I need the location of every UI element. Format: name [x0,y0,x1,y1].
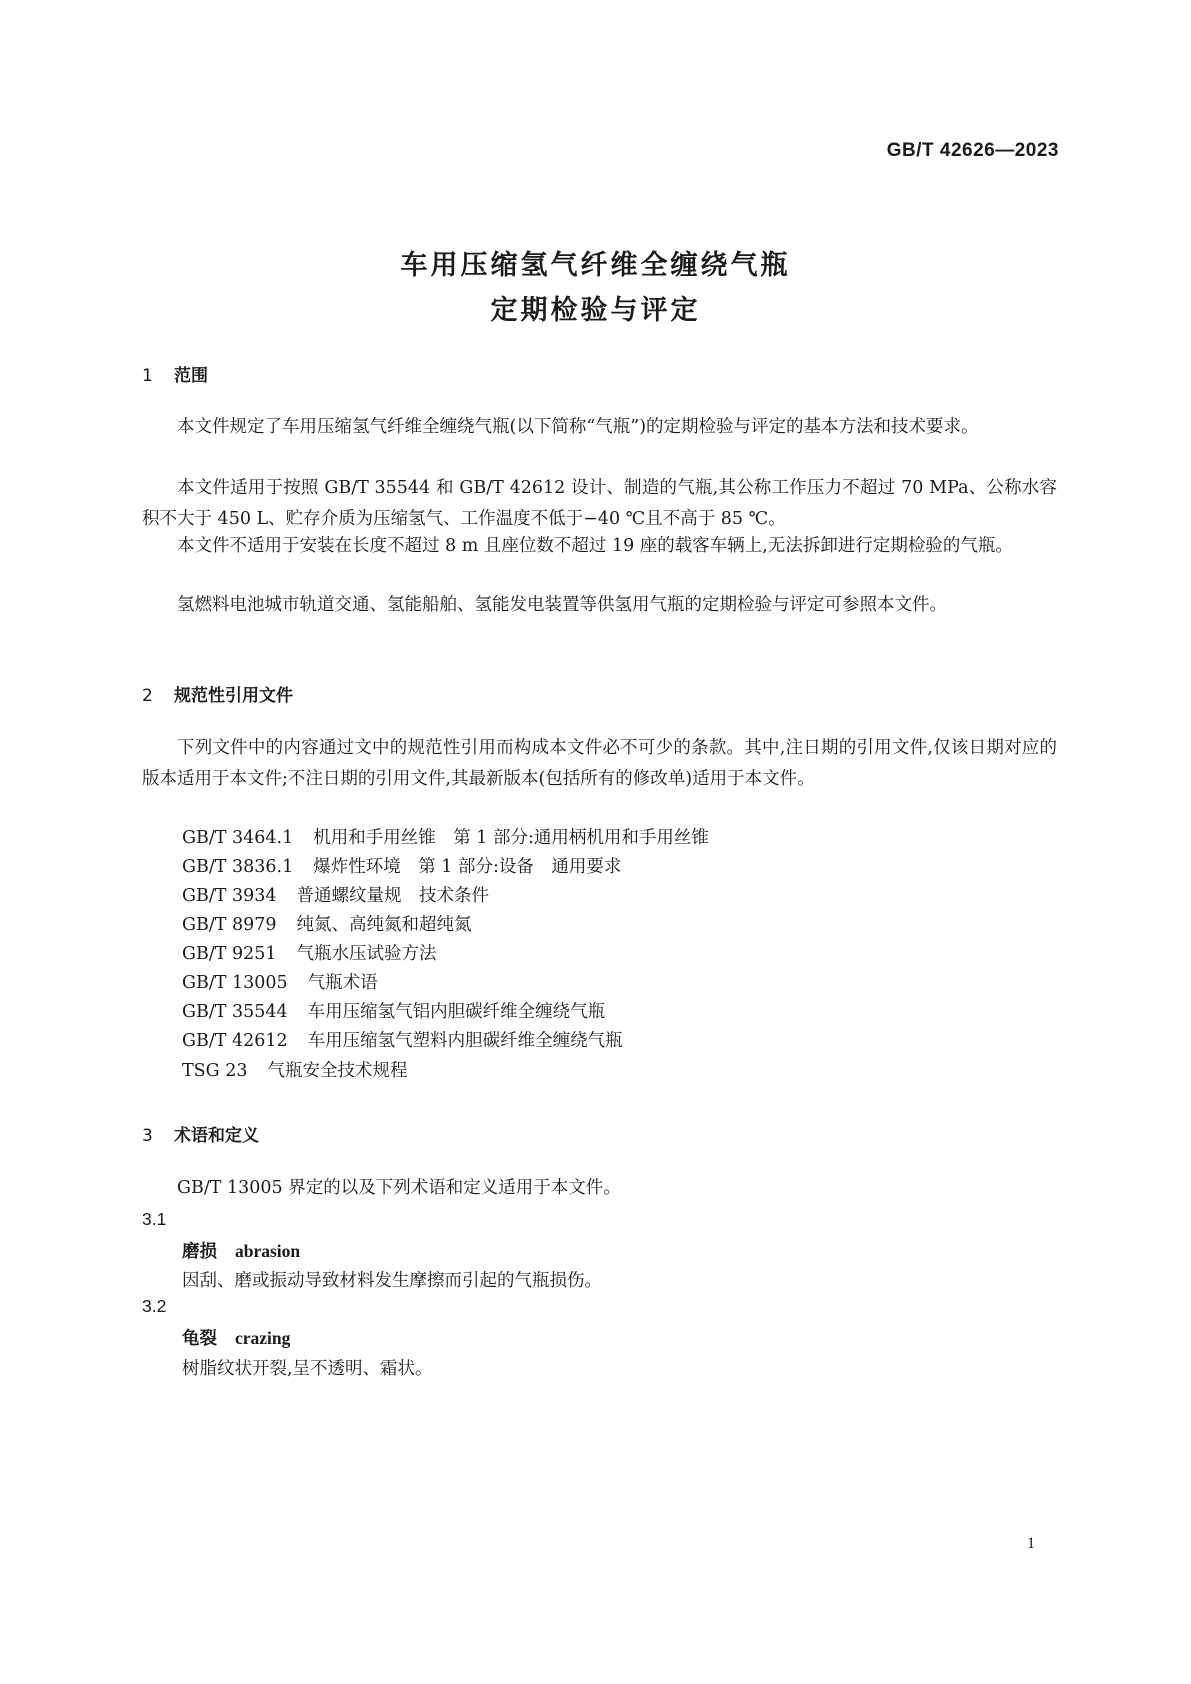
scope-paragraph: 本文件适用于按照 GB/T 35544 和 GB/T 42612 设计、制造的气瓶,其公称工作压力不超过 70 MPa、公称水容积不大于 450 L、贮存介质为压缩氢气、工作温度不低于−40 ℃且不高于 85 ℃。 [142,478,1057,529]
reference-title: 普通螺纹量规 技术条件 [296,886,490,906]
document-title-line-2: 定期检验与评定 [490,295,701,326]
reference-title: 气瓶安全技术规程 [267,1061,408,1081]
term-en: abrasion [235,1241,301,1261]
reference-item [182,853,621,878]
standard-number: GB/T 42626—2023 [886,140,1059,161]
reference-item [182,882,489,907]
section-number: 3 [142,1126,153,1146]
term-heading [182,1325,290,1350]
scope-paragraph: 本文件不适用于安装在长度不超过 8 m 且座位数不超过 19 座的载客车辆上,无法拆卸进行定期检验的气瓶。 [177,536,1013,556]
page-number: 1 [1027,1535,1035,1552]
term-definition: 因刮、磨或振动导致材料发生摩擦而引起的气瓶损伤。 [182,1271,602,1291]
reference-item [182,940,437,965]
reference-item [182,998,605,1023]
section-3-heading [142,1121,259,1146]
references-intro: 下列文件中的内容通过文中的规范性引用而构成本文件必不可少的条款。其中,注日期的引用文件,仅该日期对应的版本适用于本文件;不注日期的引用文件,其最新版本(包括所有的修改单)适用于本文件。 [142,738,1057,789]
reference-title: 气瓶术语 [307,973,378,993]
section-number: 1 [142,366,153,386]
reference-title: 纯氮、高纯氮和超纯氮 [296,915,472,935]
section-title: 术语和定义 [174,1126,259,1146]
reference-item [182,911,472,936]
reference-title: 气瓶水压试验方法 [296,944,437,964]
term-definition: 树脂纹状开裂,呈不透明、霜状。 [182,1359,433,1379]
reference-item [182,824,709,849]
reference-code: TSG 23 [182,1061,248,1081]
terms-intro: GB/T 13005 界定的以及下列术语和定义适用于本文件。 [177,1178,621,1198]
reference-code: GB/T 3464.1 [182,828,294,848]
reference-title: 车用压缩氢气塑料内胆碳纤维全缠绕气瓶 [307,1031,623,1051]
reference-code: GB/T 35544 [182,1002,288,1022]
term-zh: 磨损 [182,1242,217,1262]
term-heading [182,1238,300,1263]
reference-code: GB/T 13005 [182,973,288,993]
reference-code: GB/T 42612 [182,1031,288,1051]
reference-title: 机用和手用丝锥 第 1 部分:通用柄机用和手用丝锥 [313,828,709,848]
section-number: 2 [142,686,153,706]
reference-code: GB/T 8979 [182,915,277,935]
reference-item [182,1057,407,1082]
document-title-line-1: 车用压缩氢气纤维全缠绕气瓶 [400,250,791,281]
reference-code: GB/T 3836.1 [182,857,294,877]
term-zh: 龟裂 [182,1329,217,1349]
section-1-heading [142,361,208,386]
term-en: crazing [235,1328,291,1348]
scope-paragraph: 氢燃料电池城市轨道交通、氢能船舶、氢能发电装置等供氢用气瓶的定期检验与评定可参照本文件。 [177,595,947,615]
reference-title: 车用压缩氢气铝内胆碳纤维全缠绕气瓶 [307,1002,606,1022]
reference-title: 爆炸性环境 第 1 部分:设备 通用要求 [313,857,622,877]
section-title: 范围 [174,366,208,386]
reference-item [182,969,378,994]
reference-code: GB/T 3934 [182,886,277,906]
reference-code: GB/T 9251 [182,944,277,964]
section-title: 规范性引用文件 [174,686,293,706]
reference-item [182,1027,623,1052]
term-number: 3.1 [142,1209,167,1229]
scope-paragraph: 本文件规定了车用压缩氢气纤维全缠绕气瓶(以下简称“气瓶”)的定期检验与评定的基本方法和技术要求。 [177,417,979,437]
term-number: 3.2 [142,1296,167,1316]
section-2-heading [142,681,293,706]
